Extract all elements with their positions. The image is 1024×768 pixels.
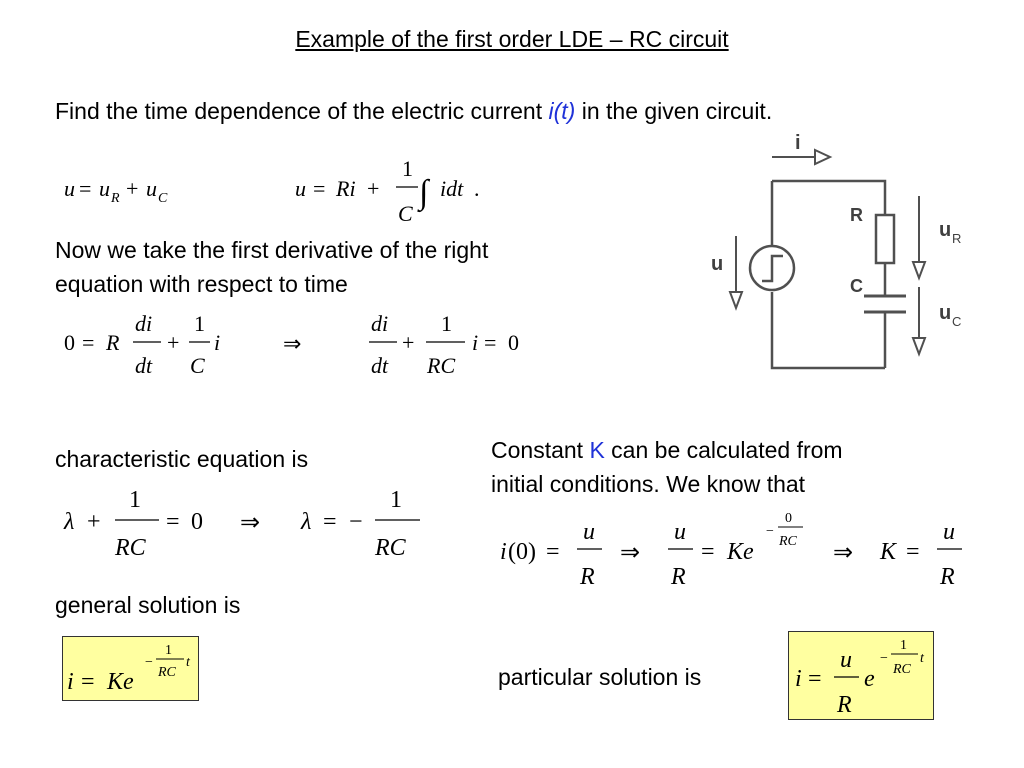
- svg-text:i: i: [500, 539, 507, 565]
- svg-text:RC: RC: [893, 662, 911, 677]
- svg-text:u: u: [840, 647, 852, 673]
- svg-text:Ke: Ke: [107, 669, 134, 695]
- svg-text:R: R: [580, 564, 595, 590]
- resistor-voltage-subscript: R: [952, 231, 962, 246]
- svg-text:=: =: [808, 666, 822, 692]
- svg-text:+: +: [126, 176, 139, 201]
- constant-post: can be calculated from: [604, 437, 843, 463]
- svg-text:Ke: Ke: [727, 539, 754, 565]
- svg-text:λ: λ: [301, 509, 312, 535]
- svg-text:−: −: [880, 651, 888, 666]
- current-label: i: [795, 132, 801, 154]
- derivative-text-line2: equation with respect to time: [55, 271, 348, 297]
- svg-text:=: =: [484, 330, 497, 355]
- current-arrow: [772, 150, 830, 164]
- svg-text:=: =: [166, 509, 180, 535]
- svg-text:R: R: [671, 564, 686, 590]
- svg-text:dt: dt: [371, 353, 389, 378]
- svg-text:1: 1: [900, 638, 907, 653]
- svg-text:+: +: [402, 330, 415, 355]
- svg-text:1: 1: [441, 311, 452, 336]
- svg-text:u: u: [583, 519, 595, 545]
- svg-text:+: +: [167, 330, 180, 355]
- svg-text:t: t: [920, 651, 924, 666]
- svg-text:λ: λ: [64, 509, 75, 535]
- general-solution-label: general solution is: [55, 592, 241, 618]
- svg-text:R: R: [837, 692, 852, 718]
- svg-text:dt: dt: [135, 353, 153, 378]
- svg-text:u: u: [295, 176, 306, 201]
- svg-text:t: t: [186, 655, 190, 670]
- svg-text:K: K: [880, 539, 897, 565]
- derivative-text-line1: Now we take the first derivative of the right: [55, 237, 489, 263]
- svg-text:RC: RC: [375, 535, 406, 561]
- characteristic-label: characteristic equation is: [55, 446, 309, 472]
- svg-text:0: 0: [508, 330, 519, 355]
- svg-text:RC: RC: [779, 534, 797, 549]
- svg-text:−: −: [766, 524, 774, 539]
- svg-text:idt: idt: [440, 176, 464, 201]
- intro-pre: Find the time dependence of the electric current: [55, 98, 549, 124]
- svg-text:R: R: [940, 564, 955, 590]
- svg-text:Ri: Ri: [336, 176, 356, 201]
- svg-text:di: di: [135, 311, 153, 336]
- slide-title: Example of the first order LDE – RC circuit: [295, 26, 729, 52]
- svg-text:.: .: [474, 176, 480, 201]
- svg-text:=: =: [81, 669, 95, 695]
- svg-text:0: 0: [64, 330, 75, 355]
- svg-text:i: i: [67, 669, 74, 695]
- svg-text:=: =: [313, 176, 326, 201]
- svg-text:e: e: [864, 666, 875, 692]
- constant-pre: Constant: [491, 437, 590, 463]
- svg-text:u: u: [146, 176, 157, 201]
- svg-text:di: di: [371, 311, 389, 336]
- svg-text:R: R: [111, 191, 120, 206]
- svg-text:−: −: [145, 655, 153, 670]
- svg-text:∫: ∫: [419, 174, 429, 211]
- svg-text:1: 1: [165, 643, 172, 658]
- wire-top: [772, 181, 885, 215]
- constant-text-line2: initial conditions. We know that: [491, 471, 806, 497]
- constant-variable: K: [589, 437, 605, 463]
- svg-text:⇒: ⇒: [283, 331, 302, 356]
- svg-text:R: R: [106, 330, 120, 355]
- svg-text:⇒: ⇒: [833, 540, 854, 566]
- svg-text:i: i: [795, 666, 802, 692]
- particular-solution-label: particular solution is: [498, 664, 702, 690]
- svg-text:=: =: [82, 330, 95, 355]
- svg-text:1: 1: [129, 487, 141, 513]
- capacitor-label: C: [850, 276, 863, 296]
- svg-text:(0): (0): [508, 539, 536, 565]
- svg-text:u: u: [943, 519, 955, 545]
- svg-text:0: 0: [191, 509, 203, 535]
- svg-text:⇒: ⇒: [240, 510, 261, 536]
- svg-text:C: C: [398, 201, 413, 226]
- svg-text:1: 1: [390, 487, 402, 513]
- svg-text:=: =: [323, 509, 337, 535]
- svg-text:0: 0: [785, 511, 792, 526]
- svg-text:u: u: [64, 176, 75, 201]
- svg-text:C: C: [158, 191, 168, 206]
- resistor-label: R: [850, 205, 863, 225]
- svg-text:1: 1: [402, 156, 413, 181]
- capacitor-voltage-subscript: C: [952, 314, 962, 329]
- svg-text:u: u: [99, 176, 110, 201]
- svg-text:−: −: [349, 509, 363, 535]
- svg-text:RC: RC: [158, 665, 176, 680]
- svg-text:+: +: [87, 509, 101, 535]
- svg-text:=: =: [79, 176, 92, 201]
- svg-text:C: C: [190, 353, 205, 378]
- svg-text:=: =: [701, 539, 715, 565]
- svg-text:⇒: ⇒: [620, 540, 641, 566]
- resistor: [876, 215, 894, 263]
- intro-post: in the given circuit.: [575, 98, 773, 124]
- svg-text:=: =: [546, 539, 560, 565]
- svg-text:RC: RC: [115, 535, 146, 561]
- svg-text:i: i: [472, 330, 479, 355]
- resistor-voltage-label: u: [939, 219, 952, 241]
- svg-text:i: i: [214, 330, 221, 355]
- svg-text:+: +: [367, 176, 380, 201]
- capacitor-voltage-label: u: [939, 302, 952, 324]
- source-voltage-label: u: [711, 253, 724, 275]
- intro-variable: i(t): [548, 98, 576, 124]
- svg-text:u: u: [674, 519, 686, 545]
- svg-text:1: 1: [194, 311, 205, 336]
- svg-text:RC: RC: [427, 353, 456, 378]
- svg-text:=: =: [906, 539, 920, 565]
